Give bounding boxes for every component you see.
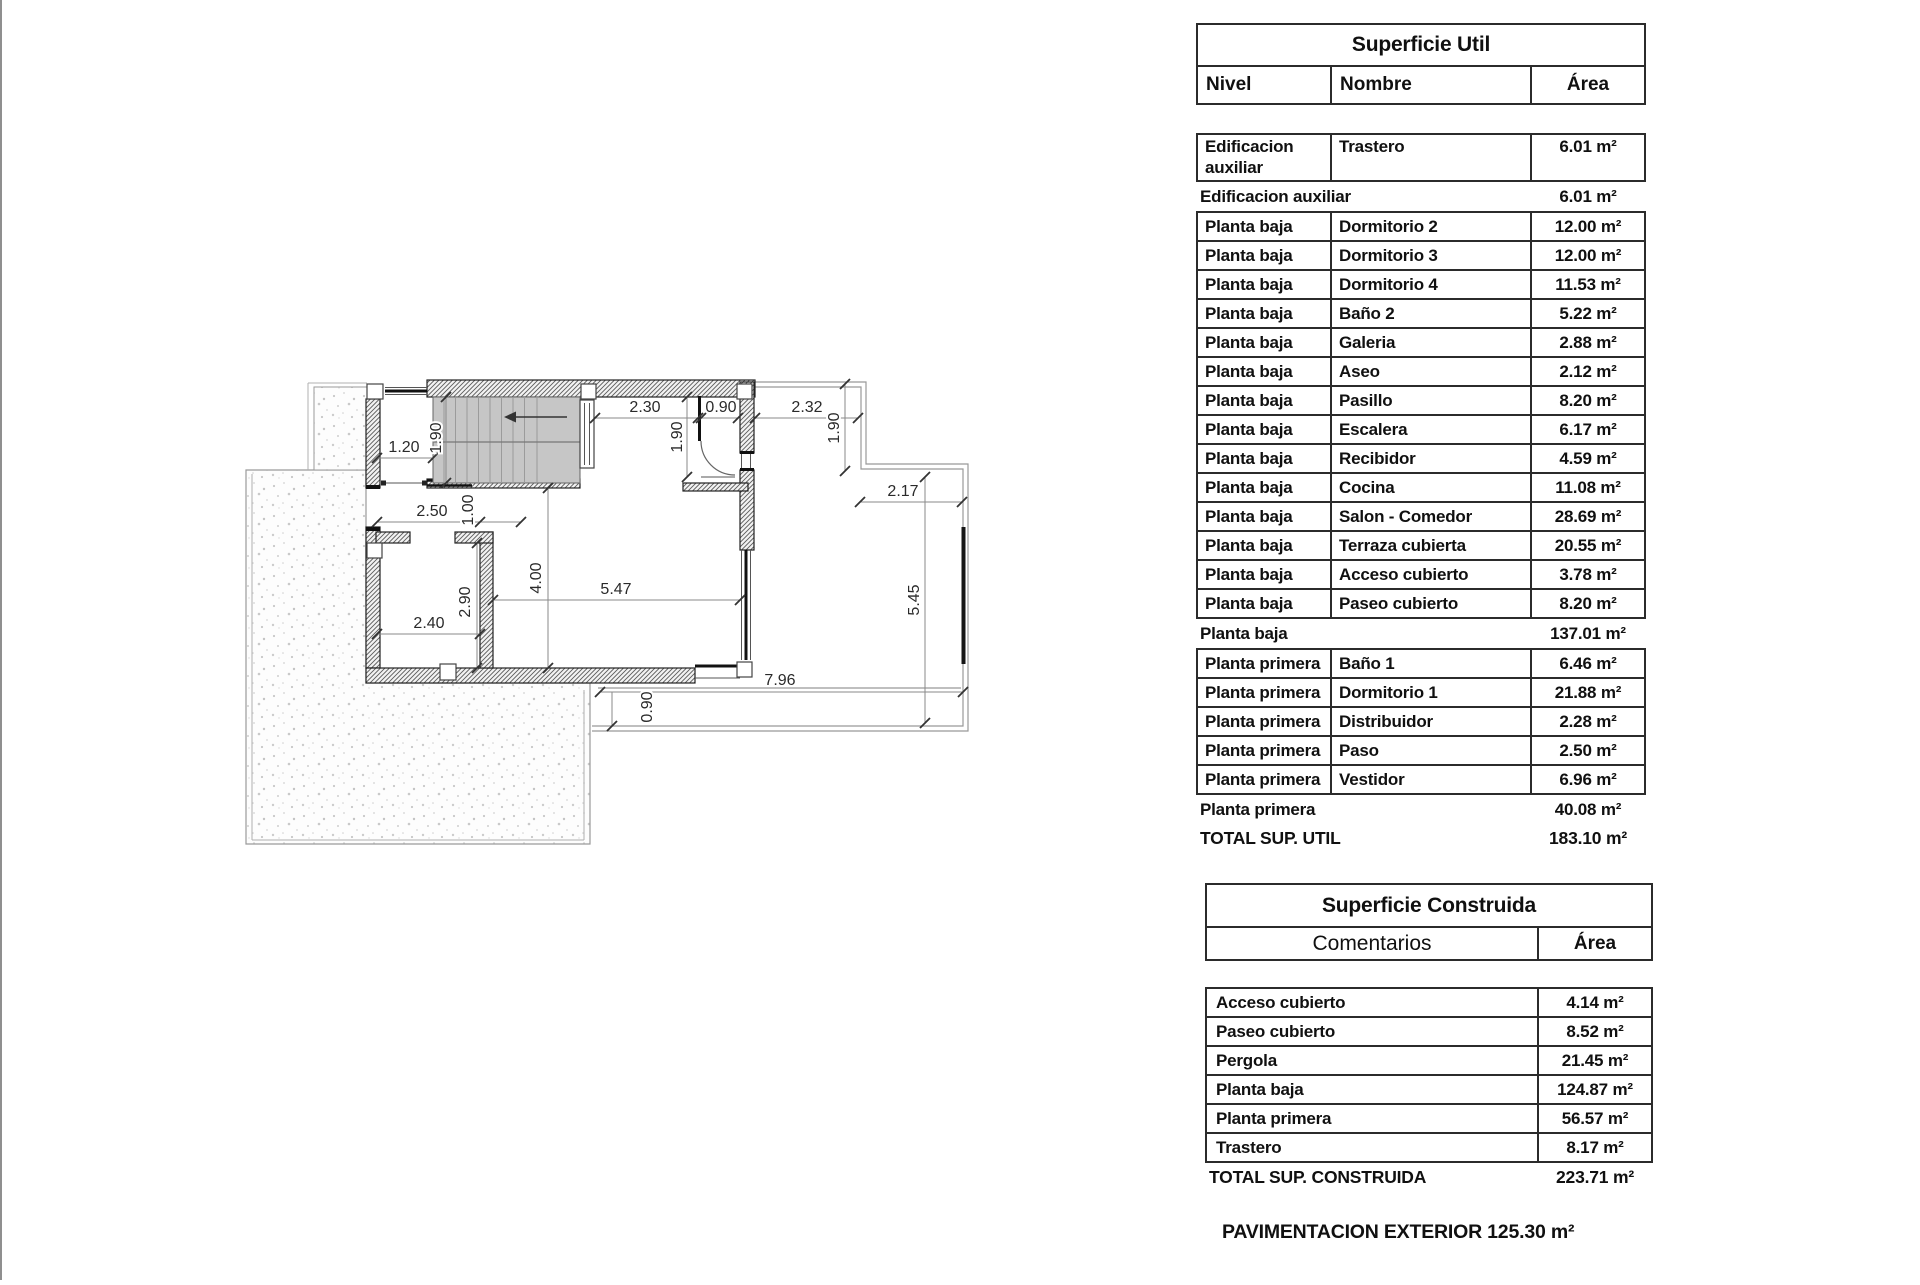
cell-area: 6.01 m²	[1530, 135, 1644, 180]
cell-comentario: Pergola	[1216, 1050, 1277, 1070]
summary-value: 6.01 m²	[1559, 186, 1617, 206]
cell-nombre: Aseo	[1330, 358, 1530, 385]
superficie-util-header	[1196, 23, 1646, 105]
table-row	[1198, 530, 1644, 559]
cell-nivel: Planta baja	[1205, 362, 1293, 381]
cell-nombre: Acceso cubierto	[1330, 561, 1530, 588]
cell-nivel: Planta primera	[1205, 770, 1321, 789]
superficie-construida-body	[1205, 987, 1653, 1192]
dimension-label: 4.00	[528, 562, 545, 594]
table-section	[1196, 133, 1646, 182]
cell-area: 8.52 m²	[1537, 1018, 1651, 1045]
cell-nivel: Planta baja	[1205, 507, 1293, 526]
summary-row	[1196, 619, 1646, 648]
table-row	[1207, 1132, 1651, 1161]
staircase	[433, 397, 594, 483]
cell-nivel: Planta baja	[1205, 304, 1293, 323]
cell-nombre: Dormitorio 1	[1330, 679, 1530, 706]
table-row	[1198, 269, 1644, 298]
table-row	[1198, 298, 1644, 327]
cell-area: 12.00 m²	[1530, 242, 1644, 269]
summary-value: 137.01 m²	[1550, 623, 1626, 643]
total-label: TOTAL SUP. UTIL	[1200, 828, 1341, 848]
table-row	[1198, 213, 1644, 240]
superficie-util-title: Superficie Util	[1198, 25, 1644, 67]
dimension-label: 0.90	[639, 691, 656, 723]
cell-nombre: Recibidor	[1330, 445, 1530, 472]
cell-nivel: Planta primera	[1205, 683, 1321, 702]
table-row	[1207, 1045, 1651, 1074]
cell-area: 21.88 m²	[1530, 679, 1644, 706]
table-row	[1198, 559, 1644, 588]
cell-area: 11.08 m²	[1530, 474, 1644, 501]
dimension-label: 7.96	[764, 672, 796, 689]
cell-nivel: Planta baja	[1205, 478, 1293, 497]
table-row	[1207, 989, 1651, 1016]
superficie-construida-header	[1205, 883, 1653, 961]
summary-label: Planta primera	[1200, 799, 1316, 819]
total-value: 183.10 m²	[1549, 828, 1627, 848]
table-row	[1198, 385, 1644, 414]
cell-nivel: Planta baja	[1205, 333, 1293, 352]
cell-nivel: Planta baja	[1205, 217, 1293, 236]
table-row	[1198, 443, 1644, 472]
cell-nombre: Baño 1	[1330, 650, 1530, 677]
column-nombre: Nombre	[1330, 67, 1530, 103]
cell-area: 56.57 m²	[1537, 1105, 1651, 1132]
table-row	[1198, 706, 1644, 735]
column-area: Área	[1530, 67, 1644, 103]
dimension-label: 2.50	[416, 503, 448, 520]
superficie-util-table	[1196, 23, 1646, 853]
cell-nombre: Salon - Comedor	[1330, 503, 1530, 530]
cell-area: 28.69 m²	[1530, 503, 1644, 530]
cell-nombre: Paseo cubierto	[1330, 590, 1530, 617]
cell-nombre: Dormitorio 4	[1330, 271, 1530, 298]
summary-value: 40.08 m²	[1554, 799, 1622, 819]
cell-nivel: Planta primera	[1205, 741, 1321, 760]
pavimentacion-note: PAVIMENTACION EXTERIOR 125.30 m²	[1222, 1221, 1575, 1243]
superficie-util-columns	[1198, 67, 1644, 103]
table-row	[1198, 135, 1644, 180]
superficie-util-body	[1196, 133, 1646, 853]
superficie-construida-title: Superficie Construida	[1207, 885, 1651, 928]
cell-comentario: Planta primera	[1216, 1108, 1332, 1128]
summary-row	[1196, 795, 1646, 824]
cell-comentario: Planta baja	[1216, 1079, 1304, 1099]
cell-nivel: Planta baja	[1205, 594, 1293, 613]
cell-nombre: Trastero	[1330, 135, 1530, 180]
table-row	[1198, 356, 1644, 385]
table-row	[1198, 588, 1644, 617]
cell-area: 6.96 m²	[1530, 766, 1644, 793]
cell-comentario: Paseo cubierto	[1216, 1021, 1336, 1041]
table-row	[1198, 650, 1644, 677]
table-row	[1207, 1074, 1651, 1103]
table-row	[1198, 764, 1644, 793]
total-label: TOTAL SUP. CONSTRUIDA	[1209, 1167, 1427, 1187]
cell-nivel: Planta baja	[1205, 275, 1293, 294]
cell-area: 6.46 m²	[1530, 650, 1644, 677]
cell-area: 124.87 m²	[1537, 1076, 1651, 1103]
cell-nombre: Cocina	[1330, 474, 1530, 501]
summary-label: Edificacion auxiliar	[1200, 186, 1351, 206]
cell-area: 2.88 m²	[1530, 329, 1644, 356]
table-row	[1198, 735, 1644, 764]
cell-nombre: Vestidor	[1330, 766, 1530, 793]
total-row	[1205, 1163, 1653, 1192]
cell-nivel: Planta baja	[1205, 420, 1293, 439]
total-value: 223.71 m²	[1556, 1167, 1634, 1187]
dimension-label: 1.20	[388, 439, 420, 456]
dimension-label: 5.45	[906, 584, 923, 616]
cell-area: 20.55 m²	[1530, 532, 1644, 559]
table-row	[1198, 414, 1644, 443]
cell-area: 5.22 m²	[1530, 300, 1644, 327]
dimension-label: 0.90	[705, 399, 737, 416]
cell-area: 3.78 m²	[1530, 561, 1644, 588]
cell-area: 21.45 m²	[1537, 1047, 1651, 1074]
table-row	[1207, 1103, 1651, 1132]
dimension-label: 1.00	[460, 494, 477, 526]
table-row	[1198, 240, 1644, 269]
cell-area: 11.53 m²	[1530, 271, 1644, 298]
table-section	[1205, 987, 1653, 1163]
dimension-label: 2.30	[629, 399, 661, 416]
stair-window	[580, 400, 594, 468]
cell-nombre: Paso	[1330, 737, 1530, 764]
cell-nivel: Planta baja	[1205, 391, 1293, 410]
cell-nivel: Planta baja	[1205, 449, 1293, 468]
table-row	[1207, 1016, 1651, 1045]
cell-area: 2.50 m²	[1530, 737, 1644, 764]
cell-nombre: Dormitorio 2	[1330, 213, 1530, 240]
cell-nombre: Escalera	[1330, 416, 1530, 443]
summary-row	[1196, 182, 1646, 211]
dimension-label: 5.47	[600, 581, 632, 598]
cell-nivel: Planta baja	[1205, 536, 1293, 555]
cell-area: 6.17 m²	[1530, 416, 1644, 443]
cell-area: 2.28 m²	[1530, 708, 1644, 735]
table-row	[1198, 501, 1644, 530]
table-section	[1196, 211, 1646, 619]
table-section	[1196, 648, 1646, 795]
cell-nombre: Terraza cubierta	[1330, 532, 1530, 559]
dimension-label: 2.32	[791, 399, 823, 416]
cell-nombre: Distribuidor	[1330, 708, 1530, 735]
column-area: Área	[1537, 928, 1651, 959]
cell-nivel: Planta baja	[1205, 565, 1293, 584]
column-nivel: Nivel	[1206, 74, 1252, 95]
cell-nombre: Galeria	[1330, 329, 1530, 356]
dimension-label: 2.40	[413, 615, 445, 632]
cell-area: 4.59 m²	[1530, 445, 1644, 472]
cell-area: 8.20 m²	[1530, 387, 1644, 414]
cell-area: 2.12 m²	[1530, 358, 1644, 385]
cell-comentario: Acceso cubierto	[1216, 992, 1346, 1012]
cell-nivel: Planta primera	[1205, 654, 1321, 673]
dimension-label: 2.90	[457, 586, 474, 618]
cell-nivel: Planta baja	[1205, 246, 1293, 265]
cell-nivel: Edificacion auxiliar	[1205, 137, 1294, 177]
table-row	[1198, 472, 1644, 501]
total-row	[1196, 824, 1646, 853]
dimension-label: 1.90	[428, 422, 445, 454]
dimension-label: 1.90	[826, 412, 843, 444]
cell-comentario: Trastero	[1216, 1137, 1282, 1157]
dimension-label: 1.90	[669, 421, 686, 453]
cell-area: 12.00 m²	[1530, 213, 1644, 240]
cell-area: 4.14 m²	[1537, 989, 1651, 1016]
cell-nombre: Dormitorio 3	[1330, 242, 1530, 269]
cell-nombre: Pasillo	[1330, 387, 1530, 414]
summary-label: Planta baja	[1200, 623, 1288, 643]
cell-area: 8.20 m²	[1530, 590, 1644, 617]
superficie-construida-columns	[1207, 928, 1651, 959]
table-row	[1198, 677, 1644, 706]
cell-area: 8.17 m²	[1537, 1134, 1651, 1161]
table-row	[1198, 327, 1644, 356]
dimension-label: 2.17	[887, 483, 919, 500]
column-comentarios: Comentarios	[1312, 931, 1432, 955]
cell-nivel: Planta primera	[1205, 712, 1321, 731]
superficie-construida-table	[1205, 883, 1653, 1192]
cell-nombre: Baño 2	[1330, 300, 1530, 327]
